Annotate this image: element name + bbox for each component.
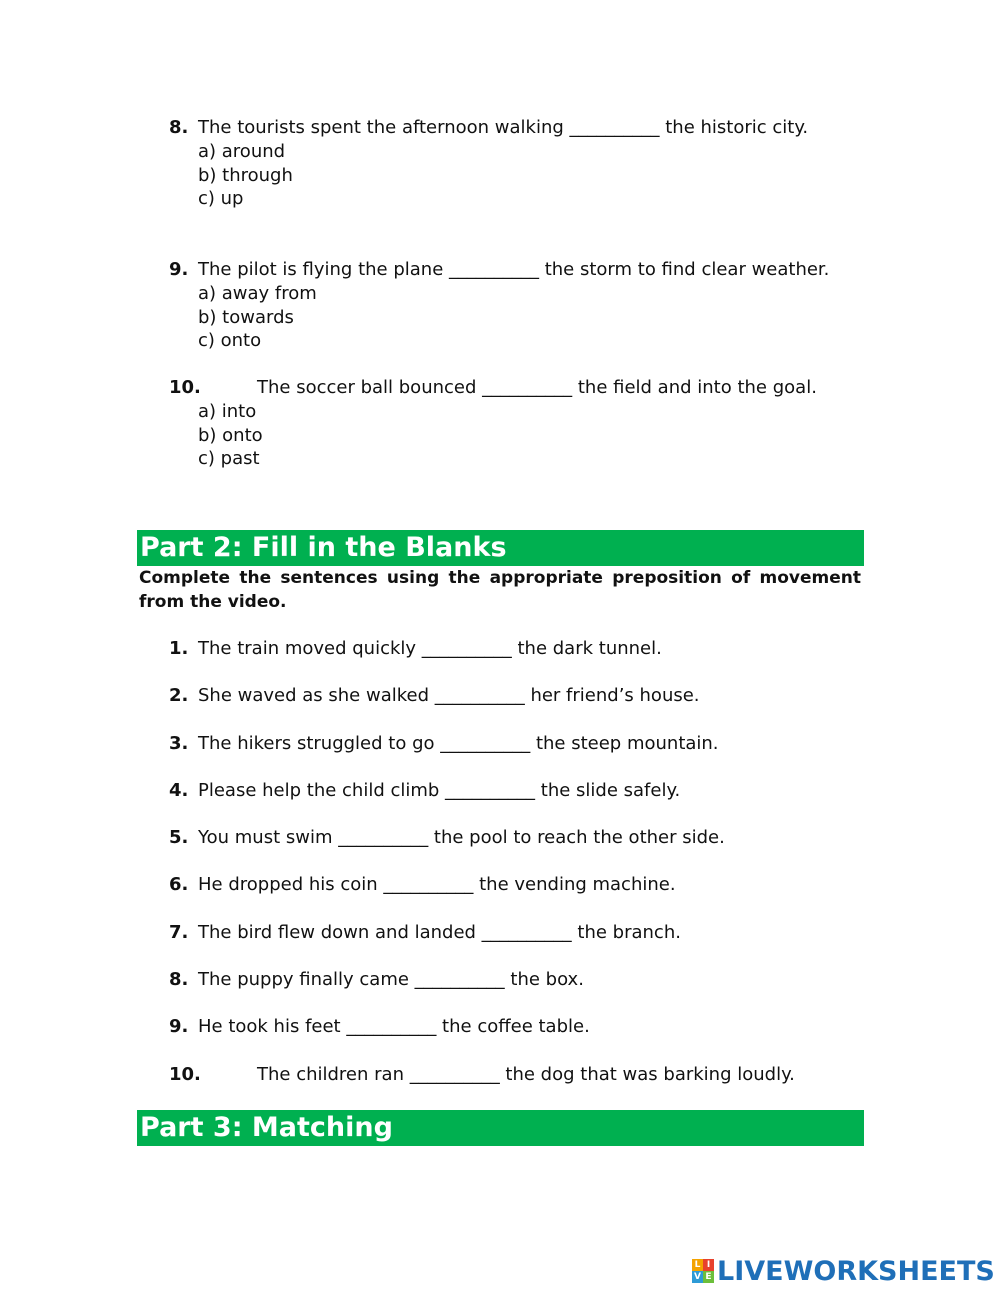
item-sentence[interactable]: The train moved quickly __________ the dark tunnel.: [198, 638, 662, 659]
answer-option[interactable]: b) towards: [198, 306, 294, 328]
item-sentence[interactable]: The hikers struggled to go __________ the steep mountain.: [198, 732, 719, 754]
logo-mark-icon: L I V E: [692, 1259, 714, 1283]
fill-item: [169, 1063, 889, 1110]
item-number: 6.: [169, 874, 189, 896]
part-3-header: Part 3: Matching: [137, 1110, 864, 1146]
answer-option[interactable]: c) up: [198, 188, 244, 210]
fill-item: [169, 921, 889, 968]
item-number: 3.: [169, 732, 189, 754]
item-number: 7.: [169, 921, 189, 943]
item-sentence[interactable]: You must swim __________ the pool to reach the other side.: [198, 827, 725, 849]
logo-text: LIVEWORKSHEETS: [717, 1255, 995, 1287]
fill-in-list: [169, 637, 889, 1110]
fill-item: [169, 1015, 889, 1062]
item-sentence[interactable]: The puppy finally came __________ the box.: [198, 969, 584, 991]
fill-item: [169, 873, 889, 920]
question-text: The tourists spent the afternoon walking __________ the historic city.: [198, 117, 809, 138]
item-sentence[interactable]: She waved as she walked __________ her friend’s house.: [198, 685, 700, 707]
liveworksheets-logo: [692, 1254, 995, 1288]
fill-item: [169, 779, 889, 826]
item-sentence[interactable]: He took his feet __________ the coffee table.: [198, 1016, 590, 1038]
question-number: 10.: [169, 377, 201, 398]
fill-item: [169, 684, 889, 731]
item-number: 9.: [169, 1016, 189, 1038]
item-number: 4.: [169, 779, 189, 801]
answer-option[interactable]: a) around: [198, 140, 286, 162]
answer-option[interactable]: c) onto: [198, 330, 262, 352]
answer-option[interactable]: a) away from: [198, 282, 317, 304]
answer-option[interactable]: b) onto: [198, 424, 263, 446]
fill-item: [169, 637, 889, 684]
answer-option[interactable]: a) into: [198, 400, 257, 422]
part-2-instruction: Complete the sentences using the appropriate preposition of movement from the video.: [139, 568, 861, 612]
question-text: The soccer ball bounced __________ the field and into the goal.: [257, 377, 817, 398]
answer-option[interactable]: c) past: [198, 448, 260, 470]
question-8: [169, 116, 869, 211]
question-10: [169, 376, 869, 471]
item-number: 10.: [169, 1063, 201, 1085]
fill-item: [169, 732, 889, 779]
answer-option[interactable]: b) through: [198, 164, 293, 186]
question-number: 8.: [169, 117, 189, 138]
fill-item: [169, 826, 889, 873]
item-sentence[interactable]: He dropped his coin __________ the vending machine.: [198, 874, 676, 896]
question-text: The pilot is flying the plane __________ the storm to find clear weather.: [198, 259, 830, 280]
item-number: 2.: [169, 685, 189, 707]
item-sentence[interactable]: The children ran __________ the dog that was barking loudly.: [257, 1063, 795, 1085]
item-sentence[interactable]: The bird flew down and landed __________ the branch.: [198, 921, 681, 943]
fill-item: [169, 968, 889, 1015]
part-2-header: Part 2: Fill in the Blanks: [137, 530, 864, 566]
item-number: 5.: [169, 827, 189, 849]
item-number: 1.: [169, 638, 189, 659]
item-sentence[interactable]: Please help the child climb __________ the slide safely.: [198, 779, 681, 801]
question-9: [169, 258, 869, 353]
item-number: 8.: [169, 969, 189, 991]
question-number: 9.: [169, 259, 189, 280]
